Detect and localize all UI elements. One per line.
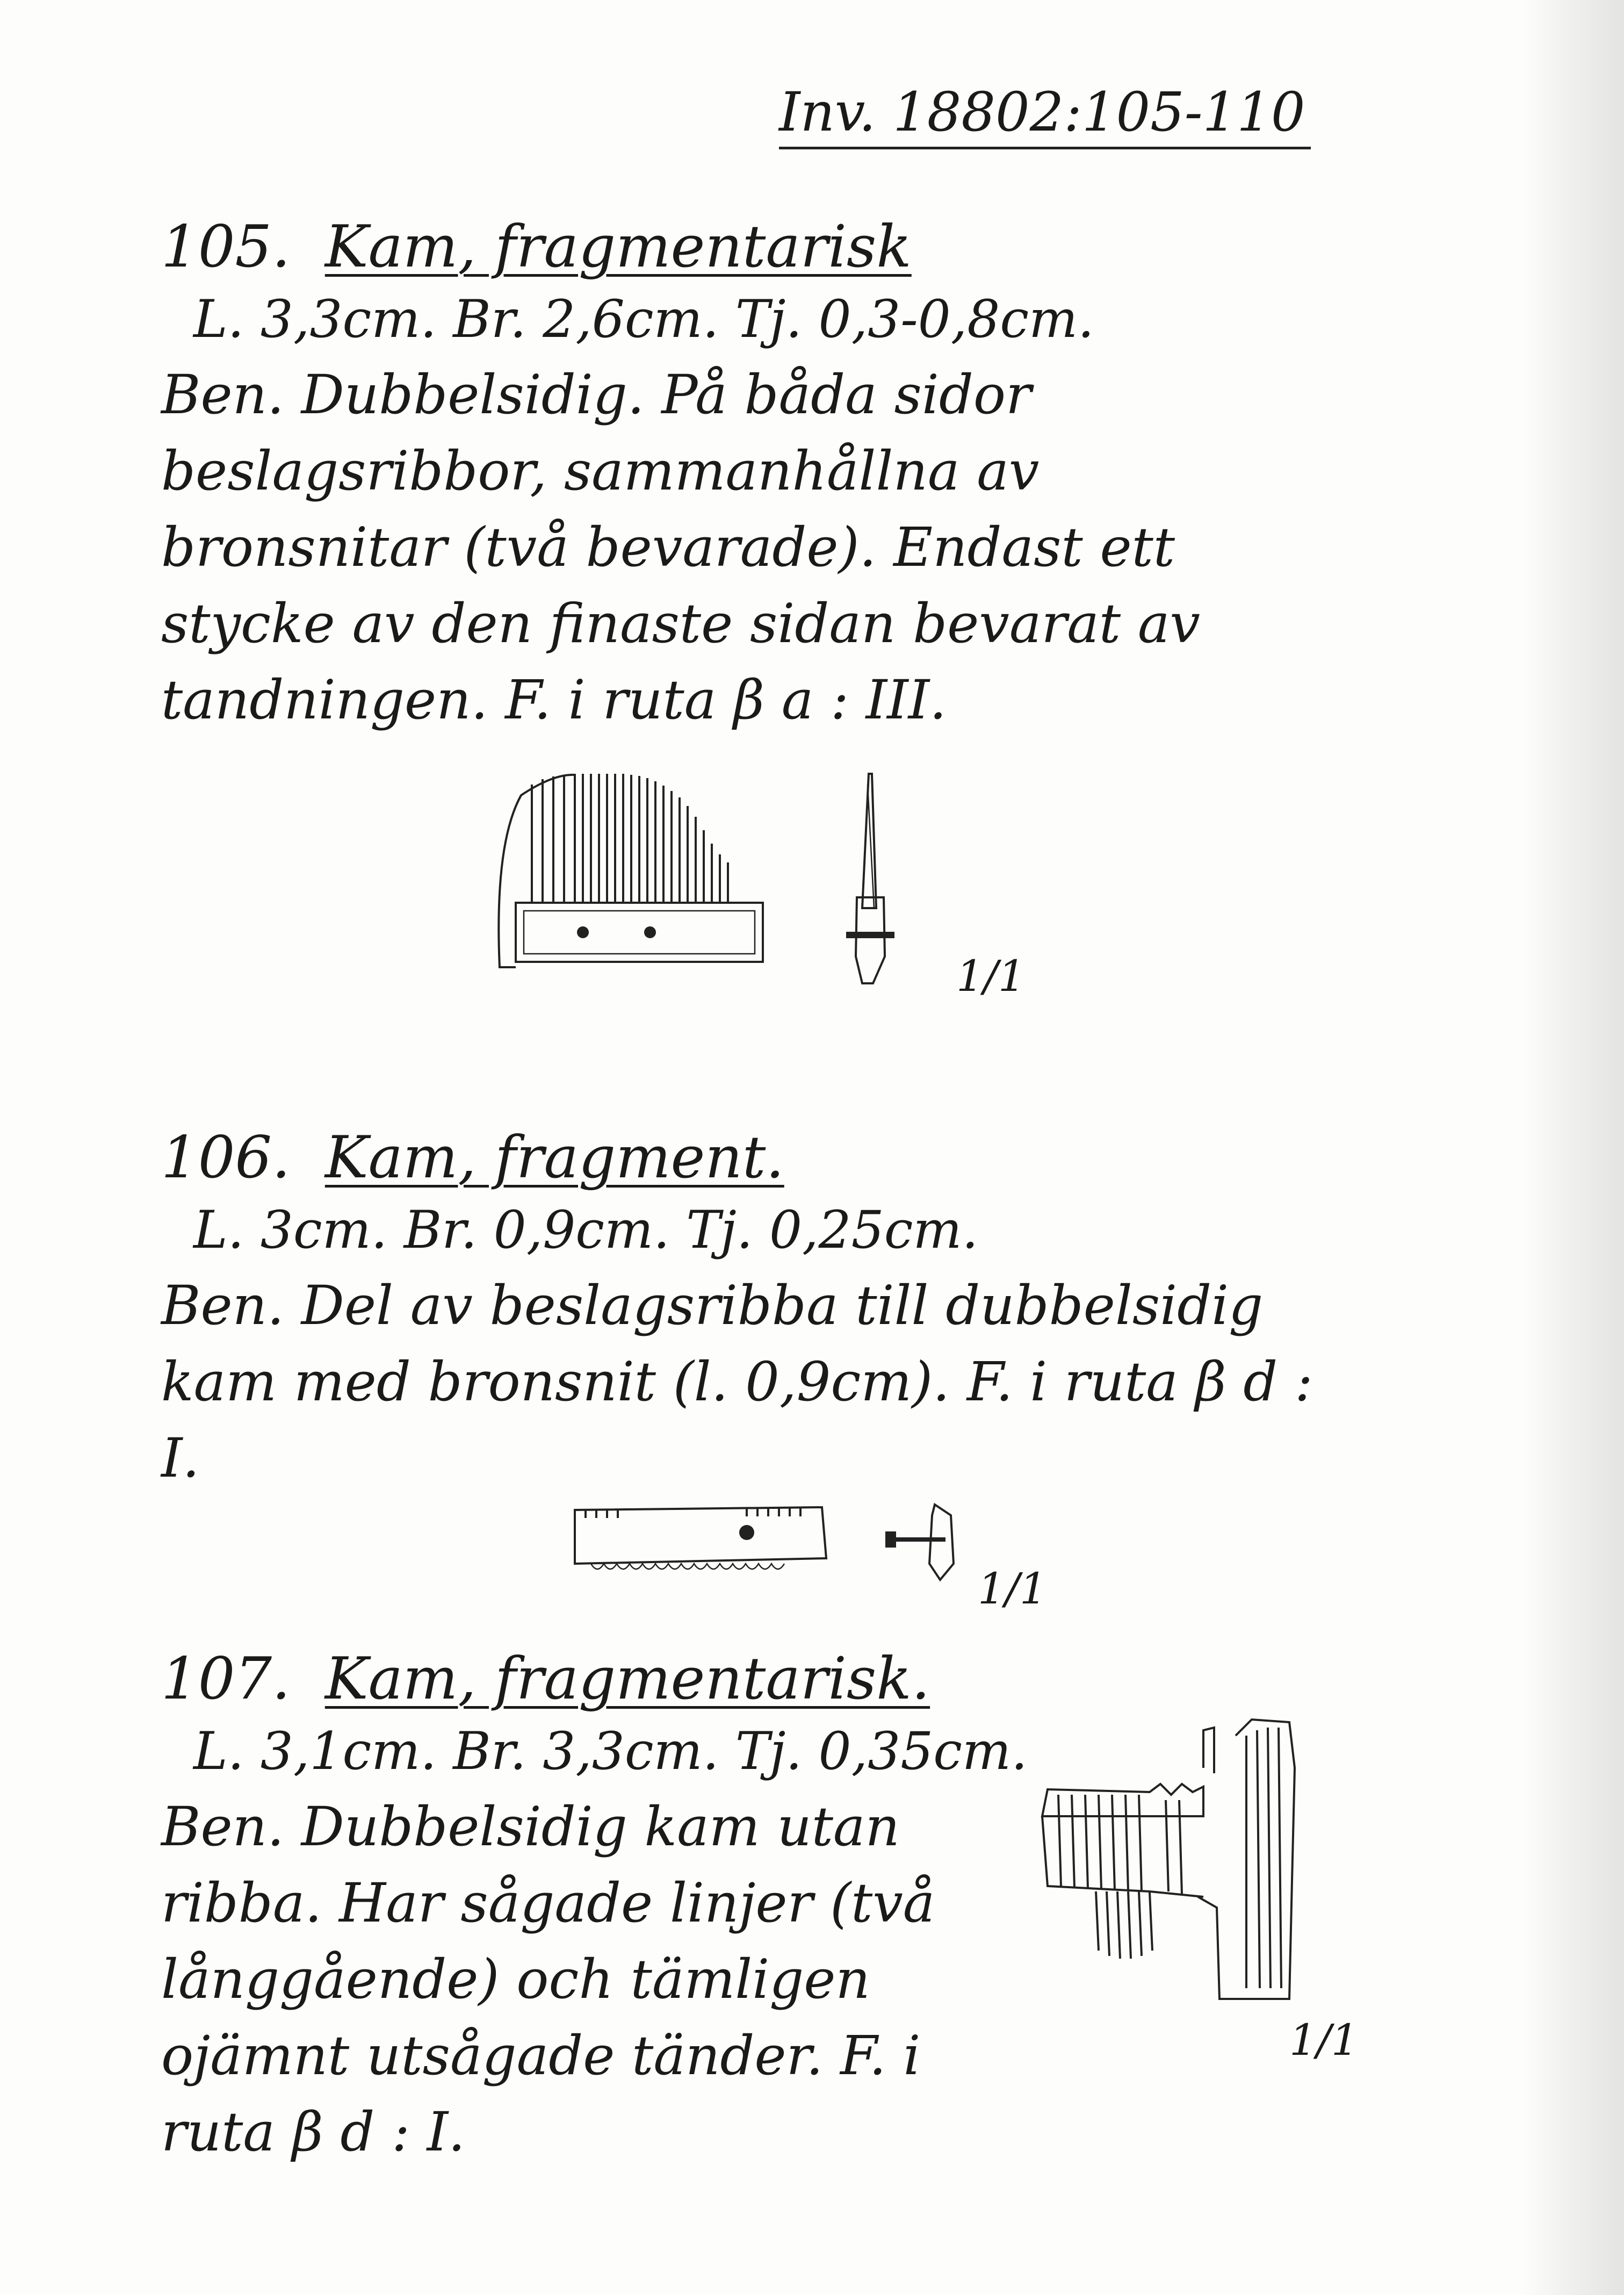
entry-number: 106. [161, 1124, 291, 1191]
entry-description: Ben. Dubbelsidig. På båda sidor beslagsribbor, sammanhållna av bronsnitar (två bevarade). Endast ett stycke av den finaste sidan bevarat av tandningen. F. i ruta β a : III. [161, 363, 1200, 731]
comb-105-section-drawing [846, 774, 894, 989]
catalog-entry-105 [161, 212, 1316, 738]
page-edge-shadow [1522, 0, 1624, 2295]
entry-title: Kam, fragmentarisk. [324, 1645, 930, 1713]
comb-107-drawing [1042, 1720, 1311, 2010]
comb-105-drawing [483, 763, 784, 978]
entry-title: Kam, fragment. [324, 1124, 784, 1191]
scale-106: 1/1 [978, 1564, 1047, 1614]
entry-number: 107. [161, 1645, 291, 1713]
comb-106-drawing [569, 1505, 827, 1580]
entry-heading [161, 1644, 1316, 1714]
scale-107: 1/1 [1289, 2015, 1359, 2065]
entry-description: Ben. Dubbelsidig kam utan ribba. Har sågade linjer (två långgående) och tämligen ojämnt utsågade tänder. F. i ruta β d : I. [161, 1795, 935, 2163]
comb-106-section-drawing [886, 1499, 962, 1585]
entry-measurements: L. 3,3cm. Br. 2,6cm. Tj. 0,3-0,8cm. [193, 289, 1094, 349]
entry-description: Ben. Del av beslagsribba till dubbelsidig kam med bronsnit (l. 0,9cm). F. i ruta β d : I. [161, 1274, 1313, 1490]
entry-measurements: L. 3,1cm. Br. 3,3cm. Tj. 0,35cm. [193, 1721, 1028, 1781]
scale-105: 1/1 [956, 951, 1026, 1001]
entry-heading [161, 1123, 1316, 1193]
entry-heading [161, 212, 1316, 282]
inventory-number: Inv. 18802:105-110 [779, 81, 1311, 149]
entry-title: Kam, fragmentarisk [324, 213, 912, 280]
catalog-entry-106 [161, 1123, 1316, 1497]
entry-measurements: L. 3cm. Br. 0,9cm. Tj. 0,25cm. [193, 1199, 978, 1260]
entry-number: 105. [161, 213, 291, 280]
